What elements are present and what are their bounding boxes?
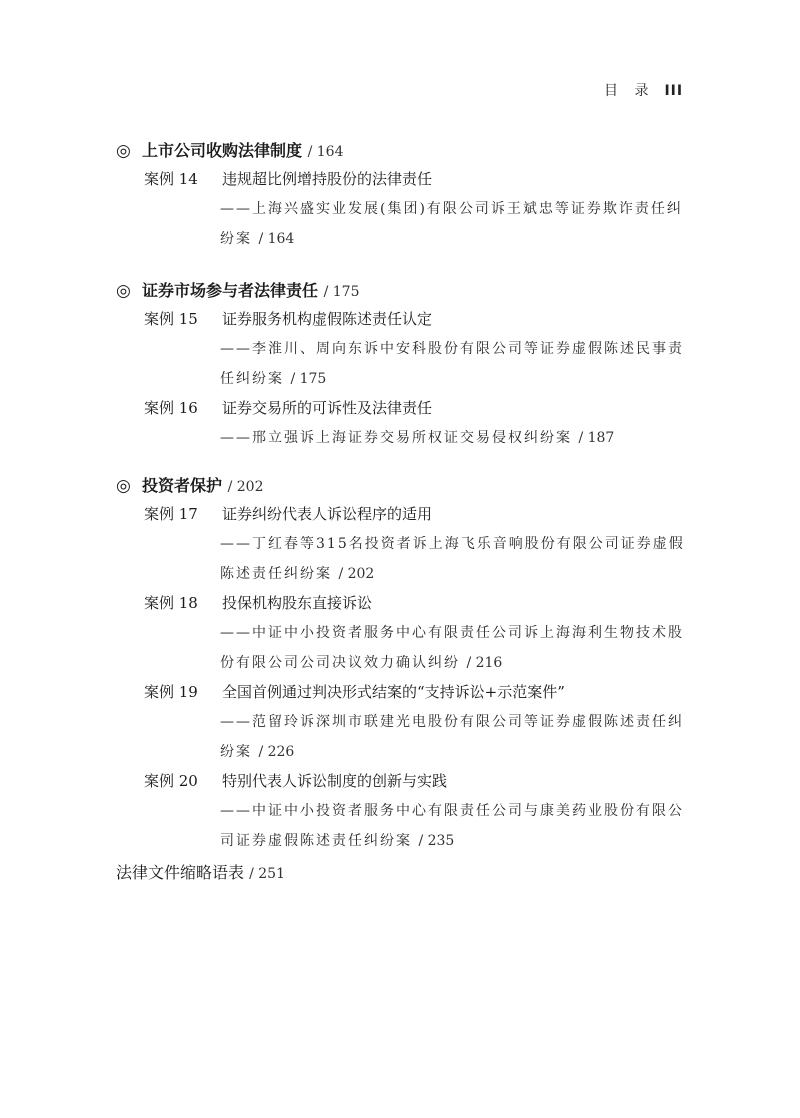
case-detail-text: ——李淮川、周向东诉中安科股份有限公司等证券虚假陈述民事责任纠纷案 — [220, 341, 684, 387]
case-detail — [116, 194, 696, 254]
case-number: 案例 19 — [144, 683, 198, 701]
toc-case-entry[interactable] — [116, 394, 696, 423]
toc-case-entry[interactable] — [116, 589, 696, 618]
section-heading[interactable] — [116, 277, 696, 305]
header-page-number: III — [664, 83, 684, 99]
case-page: / 235 — [418, 833, 455, 849]
section-page: / 175 — [323, 284, 360, 300]
toc-case-entry[interactable] — [116, 678, 696, 707]
toc-case-entry[interactable] — [116, 165, 696, 194]
case-title: 全国首例通过判决形式结案的“支持诉讼+示范案件” — [222, 683, 565, 701]
double-circle-icon: ◎ — [116, 141, 131, 161]
toc-case-entry[interactable] — [116, 500, 696, 529]
case-detail — [116, 796, 696, 856]
toc-section — [116, 472, 696, 856]
case-detail-text: ——上海兴盛实业发展(集团)有限公司诉王斌忠等证券欺诈责任纠纷案 — [220, 201, 683, 247]
section-page: / 202 — [227, 479, 264, 495]
case-detail — [116, 529, 696, 589]
case-page: / 164 — [258, 231, 295, 247]
case-number: 案例 16 — [144, 399, 198, 417]
case-title: 特别代表人诉讼制度的创新与实践 — [222, 772, 448, 790]
toc-appendix-entry[interactable] — [116, 858, 285, 888]
case-page: / 187 — [578, 430, 615, 446]
section-heading[interactable] — [116, 472, 696, 500]
case-number: 案例 15 — [144, 310, 198, 328]
case-page: / 202 — [338, 566, 375, 582]
case-number: 案例 20 — [144, 772, 198, 790]
double-circle-icon: ◎ — [116, 281, 131, 301]
toc-case-entry[interactable] — [116, 305, 696, 334]
case-title: 证券交易所的可诉性及法律责任 — [222, 399, 433, 417]
case-number: 案例 17 — [144, 505, 198, 523]
section-title: 上市公司收购法律制度 — [142, 141, 303, 160]
case-detail-text: ——范留玲诉深圳市联建光电股份有限公司等证券虚假陈述责任纠纷案 — [220, 714, 684, 760]
case-title: 违规超比例增持股份的法律责任 — [222, 170, 433, 188]
case-detail-text: ——丁红春等315名投资者诉上海飞乐音响股份有限公司证券虚假陈述责任纠纷案 — [220, 536, 685, 582]
double-circle-icon: ◎ — [116, 476, 131, 496]
case-detail — [116, 707, 696, 767]
section-page: / 164 — [307, 144, 344, 160]
case-detail — [116, 618, 696, 678]
case-title: 投保机构股东直接诉讼 — [222, 594, 373, 612]
section-heading[interactable] — [116, 137, 696, 165]
running-header — [604, 80, 683, 100]
case-detail-text: ——邢立强诉上海证券交易所权证交易侵权纠纷案 — [220, 430, 572, 446]
case-page: / 226 — [258, 744, 295, 760]
case-page: / 216 — [466, 655, 503, 671]
case-title: 证券纠纷代表人诉讼程序的适用 — [222, 505, 433, 523]
appendix-page: / 251 — [249, 866, 285, 882]
appendix-title: 法律文件缩略语表 — [116, 863, 245, 882]
section-title: 证券市场参与者法律责任 — [142, 281, 319, 300]
section-title: 投资者保护 — [142, 476, 223, 495]
toc-case-entry[interactable] — [116, 767, 696, 796]
case-detail-text: ——中证中小投资者服务中心有限责任公司与康美药业股份有限公司证券虚假陈述责任纠纷案 — [220, 803, 684, 849]
case-title: 证券服务机构虚假陈述责任认定 — [222, 310, 433, 328]
header-title: 目 录 — [604, 83, 655, 99]
case-detail — [116, 423, 696, 453]
case-detail — [116, 334, 696, 394]
toc-section — [116, 137, 696, 254]
case-number: 案例 14 — [144, 170, 198, 188]
toc-section — [116, 277, 696, 453]
case-number: 案例 18 — [144, 594, 198, 612]
case-page: / 175 — [290, 371, 327, 387]
case-detail-text: ——中证中小投资者服务中心有限责任公司诉上海海利生物技术股份有限公司公司决议效力确认纠纷 — [220, 625, 684, 671]
